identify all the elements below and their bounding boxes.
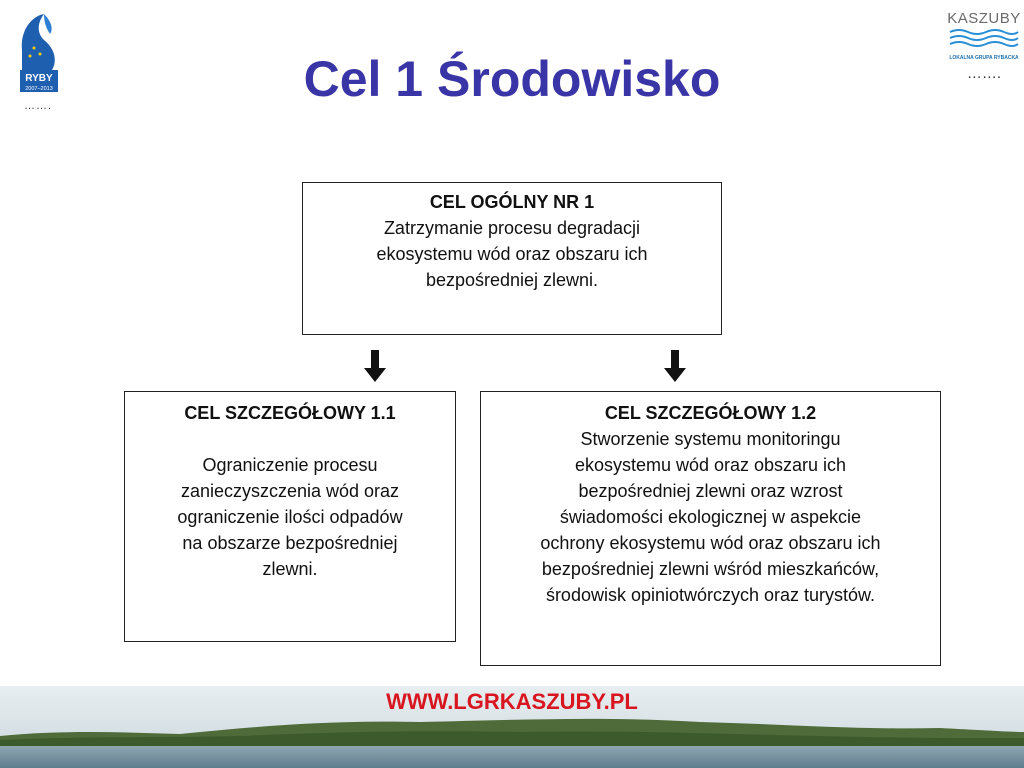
goal-1-1-line: zlewni. (262, 559, 318, 579)
arrow-down-icon (664, 350, 686, 382)
ryby-logo-name: RYBY (25, 73, 53, 84)
goal-1-1-line: Ograniczenie procesu (202, 455, 378, 475)
website-link[interactable]: WWW.LGRKASZUBY.PL (386, 689, 638, 714)
general-goal-heading: CEL OGÓLNY NR 1 (429, 192, 595, 212)
kaszuby-logo-subtitle: LOKALNA GRUPA RYBACKA (949, 55, 1019, 61)
ryby-logo-dots: ……. (24, 100, 53, 112)
goal-1-2-line: środowisk opiniotwórczych oraz turystów. (545, 585, 876, 605)
arrow-down-icon (364, 350, 386, 382)
goal-1-2-line: bezpośredniej zlewni wśród mieszkańców, (541, 559, 880, 579)
general-goal-line: Zatrzymanie procesu degradacji (383, 218, 641, 238)
goal-1-1-line: zanieczyszczenia wód oraz (180, 481, 400, 501)
goal-1-2-line: świadomości ekologicznej w aspekcie (559, 507, 862, 527)
ryby-logo-years: 2007–2013 (25, 86, 53, 92)
goal-1-1-line: na obszarze bezpośredniej (182, 533, 398, 553)
kaszuby-logo-name: KASZUBY (947, 10, 1021, 27)
general-goal-line: ekosystemu wód oraz obszaru ich (376, 244, 648, 264)
page-title: Cel 1 Środowisko (303, 51, 721, 107)
kaszuby-logo-dots: ……. (966, 65, 1002, 82)
goal-1-2-line: ekosystemu wód oraz obszaru ich (574, 455, 847, 475)
goal-1-2-heading: CEL SZCZEGÓŁOWY 1.2 (604, 403, 817, 423)
general-goal-box (302, 182, 722, 335)
goal-1-1-line: ograniczenie ilości odpadów (177, 507, 403, 527)
goal-1-1-box (124, 391, 456, 642)
waves-icon (948, 27, 1020, 49)
goal-1-2-box (480, 391, 941, 666)
goal-1-2-line: ochrony ekosystemu wód oraz obszaru ich (540, 533, 881, 553)
goal-1-1-heading: CEL SZCZEGÓŁOWY 1.1 (184, 403, 396, 423)
goal-1-2-line: bezpośredniej zlewni oraz wzrost (578, 481, 843, 501)
general-goal-line: bezpośredniej zlewni. (425, 270, 599, 290)
goal-1-2-line: Stworzenie systemu monitoringu (580, 429, 841, 449)
